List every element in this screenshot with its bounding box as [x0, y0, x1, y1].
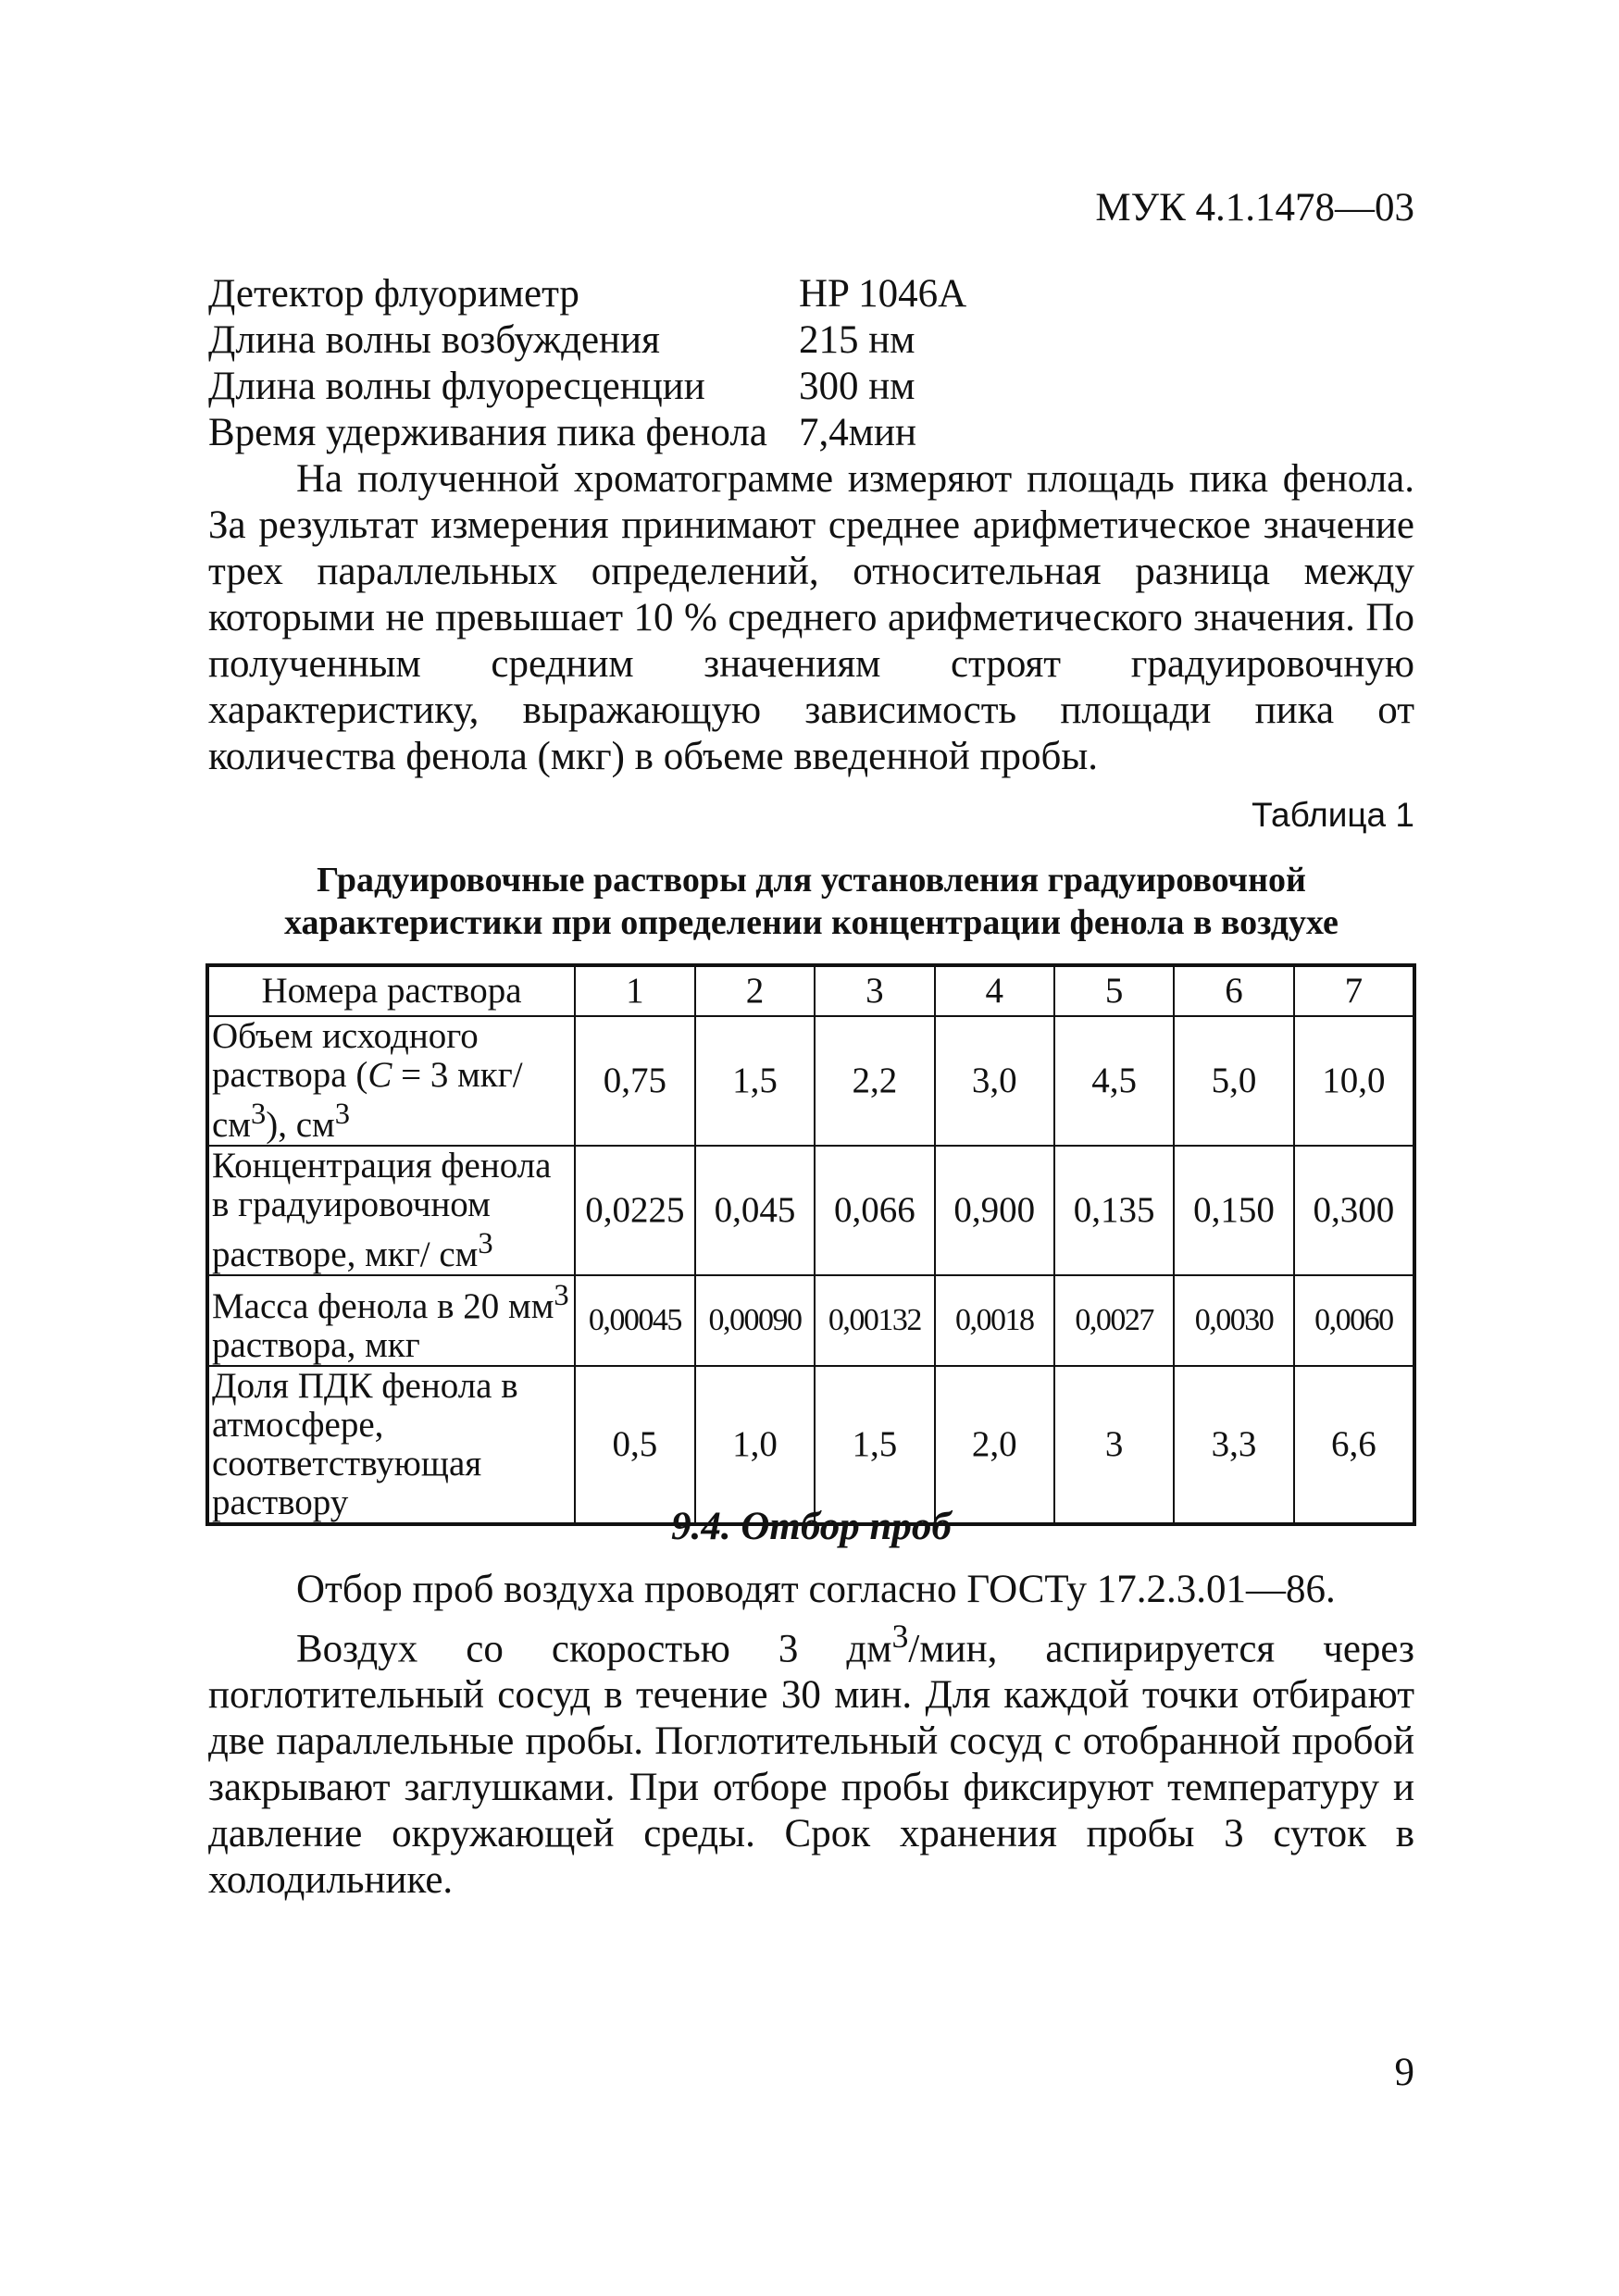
- table-header-row: [207, 965, 1414, 1016]
- table-cell: 0,045: [695, 1146, 815, 1275]
- table-label: Таблица 1: [1252, 796, 1414, 834]
- page-number: 9: [1394, 2051, 1414, 2094]
- table-cell: 4,5: [1054, 1016, 1174, 1146]
- table-cell: 5,0: [1174, 1016, 1293, 1146]
- table-row: [207, 1275, 1414, 1366]
- document-code: МУК 4.1.1478—03: [1095, 186, 1414, 230]
- column-header: 6: [1174, 965, 1293, 1016]
- param-label: Длина волны флуоресценции: [208, 365, 705, 408]
- param-value: 7,4мин: [799, 411, 916, 454]
- param-detector: [208, 271, 966, 317]
- table-row: [207, 1016, 1414, 1146]
- calibration-table: [205, 963, 1416, 1526]
- paragraph-measurement: На полученной хроматограмме измеряют площадь пика фенола. За результат измерения принимают среднее арифметическое значение трех параллельных определений, относительная разница между которыми не превышает 10 % среднего арифметического значения. По полученным средним значениям строят градуировочную характеристику, выражающую зависимость площади пика от количества фенола (мкг) в объеме введенной пробы.: [208, 457, 1414, 778]
- table-cell: 0,00090: [695, 1275, 815, 1366]
- param-value: 215 нм: [799, 318, 915, 362]
- table-cell: 0,0030: [1174, 1275, 1293, 1366]
- param-excitation-wavelength: [208, 317, 966, 364]
- table-cell: 10,0: [1294, 1016, 1414, 1146]
- table-cell: 3: [1054, 1366, 1174, 1524]
- table-cell: 0,00132: [815, 1275, 934, 1366]
- table-title: Градуировочные растворы для установления градуировочной характеристики при определении концентрации фенола в воздухе: [284, 861, 1339, 942]
- table-row: [207, 1366, 1414, 1524]
- table-cell: 0,75: [575, 1016, 695, 1146]
- table-cell: 3,3: [1174, 1366, 1293, 1524]
- param-fluorescence-wavelength: [208, 364, 966, 410]
- param-label: Длина волны возбуждения: [208, 318, 660, 362]
- table-cell: 0,150: [1174, 1146, 1293, 1275]
- table-cell: 2,2: [815, 1016, 934, 1146]
- row-label-pdk-fraction: Доля ПДК фенола в атмосфере, соответствующая раствору: [207, 1366, 575, 1524]
- param-value: 300 нм: [799, 365, 915, 408]
- column-header: 4: [935, 965, 1054, 1016]
- instrument-parameters: [208, 271, 966, 456]
- table-cell: 0,5: [575, 1366, 695, 1524]
- table-cell: 0,300: [1294, 1146, 1414, 1275]
- param-value: HP 1046A: [799, 272, 967, 316]
- row-label-concentration: Концентрация фенола в градуировочном растворе, мкг/ $см^3$: [207, 1146, 575, 1275]
- row-label-mass: Масса фенола в 20 $мм^3$ раствора, мкг: [207, 1275, 575, 1366]
- table-header-label: Номера раствора: [207, 965, 575, 1016]
- row-label-volume: Объем исходного раствора (C = 3 мкг/$см^3$), $см^3$: [207, 1016, 575, 1146]
- table-cell: 1,5: [815, 1366, 934, 1524]
- table-cell: 0,0225: [575, 1146, 695, 1275]
- table-cell: 1,0: [695, 1366, 815, 1524]
- table-cell: 3,0: [935, 1016, 1054, 1146]
- param-label: Детектор флуориметр: [208, 272, 579, 316]
- column-header: 3: [815, 965, 934, 1016]
- table-cell: 2,0: [935, 1366, 1054, 1524]
- table-cell: 0,066: [815, 1146, 934, 1275]
- table-cell: 1,5: [695, 1016, 815, 1146]
- table-cell: 0,0018: [935, 1275, 1054, 1366]
- table-cell: 0,135: [1054, 1146, 1174, 1275]
- table-cell: 0,0027: [1054, 1275, 1174, 1366]
- column-header: 2: [695, 965, 815, 1016]
- table-cell: 6,6: [1294, 1366, 1414, 1524]
- param-retention-time: [208, 410, 966, 456]
- column-header: 7: [1294, 965, 1414, 1016]
- table-row: [207, 1146, 1414, 1275]
- paragraph-sampling-procedure: Воздух со скоростью 3 $дм^3$/мин, аспирируется через поглотительный сосуд в течение 30 мин. Для каждой точки отбирают две параллельные пробы. Поглотительный сосуд с отобранной пробой закрывают заглушками. При отборе пробы фиксируют температуру и давление окружающей среды. Срок хранения пробы 3 суток в холодильнике.: [208, 1618, 1415, 1903]
- column-header: 1: [575, 965, 695, 1016]
- table-cell: 0,900: [935, 1146, 1054, 1275]
- table-cell: 0,00045: [575, 1275, 695, 1366]
- table-cell: 0,0060: [1294, 1275, 1414, 1366]
- section-title: 9.4. Отбор проб: [671, 1505, 952, 1548]
- param-label: Время удерживания пика фенола: [208, 411, 767, 454]
- paragraph-sampling-standard: Отбор проб воздуха проводят согласно ГОСТу 17.2.3.01—86.: [296, 1568, 1336, 1611]
- column-header: 5: [1054, 965, 1174, 1016]
